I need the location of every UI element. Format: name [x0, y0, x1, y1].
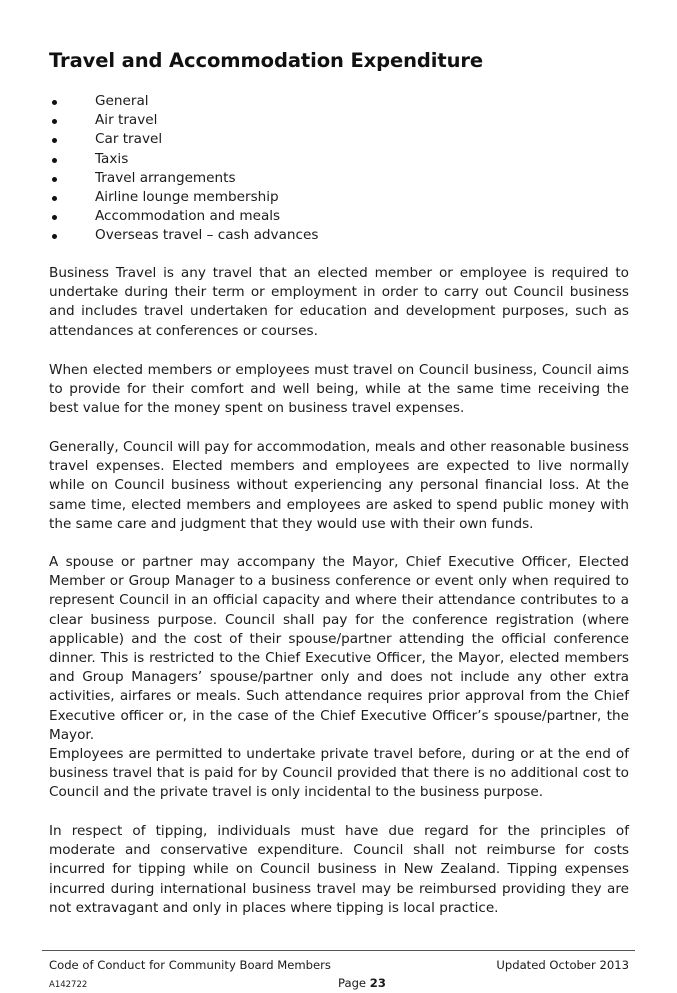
list-item-label: Travel arrangements: [95, 169, 236, 186]
list-item: [49, 207, 318, 226]
page-number: [338, 976, 386, 990]
list-item: [49, 226, 318, 245]
paragraph-council-aims: [49, 361, 629, 419]
paragraph-text: Generally, Council will pay for accommodation, meals and other reasonable business travel expenses. Elected members and employees are expected to live normally while on Council business without experiencing any personal financial loss. At the same time, elected members and employees are asked to spend public money with the same care and judgment that they would use with their own funds.: [49, 439, 629, 532]
topic-list: [49, 92, 318, 246]
list-item-label: Airline lounge membership: [95, 188, 279, 205]
bullet-icon: [52, 158, 57, 163]
bullet-icon: [52, 177, 57, 182]
paragraph-business-travel: [49, 264, 629, 341]
list-item-label: Overseas travel – cash advances: [95, 227, 319, 244]
bullet-icon: [52, 196, 57, 201]
paragraph-text: Employees are permitted to undertake private travel before, during or at the end of business travel that is paid for by Council provided that there is no additional cost to Council and the private travel is only incidental to the business purpose.: [49, 746, 629, 801]
paragraph-spouse-partner: [49, 553, 629, 745]
page-label: Page: [338, 976, 367, 990]
paragraph-text: Business Travel is any travel that an elected member or employee is required to undertake during their term or employment in order to carry out Council business and includes travel undertaken for education and development purposes, such as attendances at conferences or courses.: [49, 265, 629, 339]
footer-updated-date: Updated October 2013: [496, 958, 629, 972]
paragraph-private-travel: [49, 745, 629, 803]
bullet-icon: [52, 234, 57, 239]
list-item-label: Taxis: [95, 150, 129, 167]
paragraph-text: In respect of tipping, individuals must have due regard for the principles of moderate and conservative expenditure. Council shall not reimburse for costs incurred for tipping while on Council business in New Zealand. Tipping expenses incurred during international business travel may be reimbursed providing they are not extravagant and only in places where tipping is local practice.: [49, 823, 629, 916]
list-item: [49, 111, 318, 130]
list-item-label: Accommodation and meals: [95, 208, 281, 225]
page-number-value: 23: [369, 976, 386, 990]
paragraph-text: A spouse or partner may accompany the Mayor, Chief Executive Officer, Elected Member or Group Manager to a business conference or event only when required to represent Council in an official capacity and where their attendance contributes to a clear business purpose. Council shall pay for the conference registration (where applicable) and the cost of their spouse/partner attending the official conference dinner. This is restricted to the Chief Executive Officer, the Mayor, elected members and Group Managers’ spouse/partner only and does not include any other extra activities, airfares or meals. Such attendance requires prior approval from the Chief Executive officer or, in the case of the Chief Executive Officer’s spouse/partner, the Mayor.: [49, 554, 629, 743]
bullet-icon: [52, 138, 57, 143]
list-item-label: General: [95, 93, 149, 109]
bullet-icon: [52, 215, 57, 220]
bullet-icon: [52, 100, 57, 105]
list-item: [49, 169, 318, 188]
footer-document-name: Code of Conduct for Community Board Members: [49, 958, 331, 972]
list-item: [49, 150, 318, 169]
paragraph-tipping: [49, 822, 629, 918]
list-item: [49, 92, 318, 111]
list-item-label: Car travel: [95, 131, 163, 148]
list-item: [49, 188, 318, 207]
list-item-label: Air travel: [95, 112, 158, 129]
bullet-icon: [52, 119, 57, 124]
paragraph-text: When elected members or employees must travel on Council business, Council aims to provide for their comfort and well being, while at the same time receiving the best value for the money spent on business travel expenses.: [49, 362, 629, 417]
footer-reference-code: A142722: [49, 980, 88, 990]
paragraph-expenses: [49, 438, 629, 534]
list-item: [49, 130, 318, 149]
page-title: Travel and Accommodation Expenditure: [49, 49, 484, 72]
footer-divider: [42, 950, 635, 951]
